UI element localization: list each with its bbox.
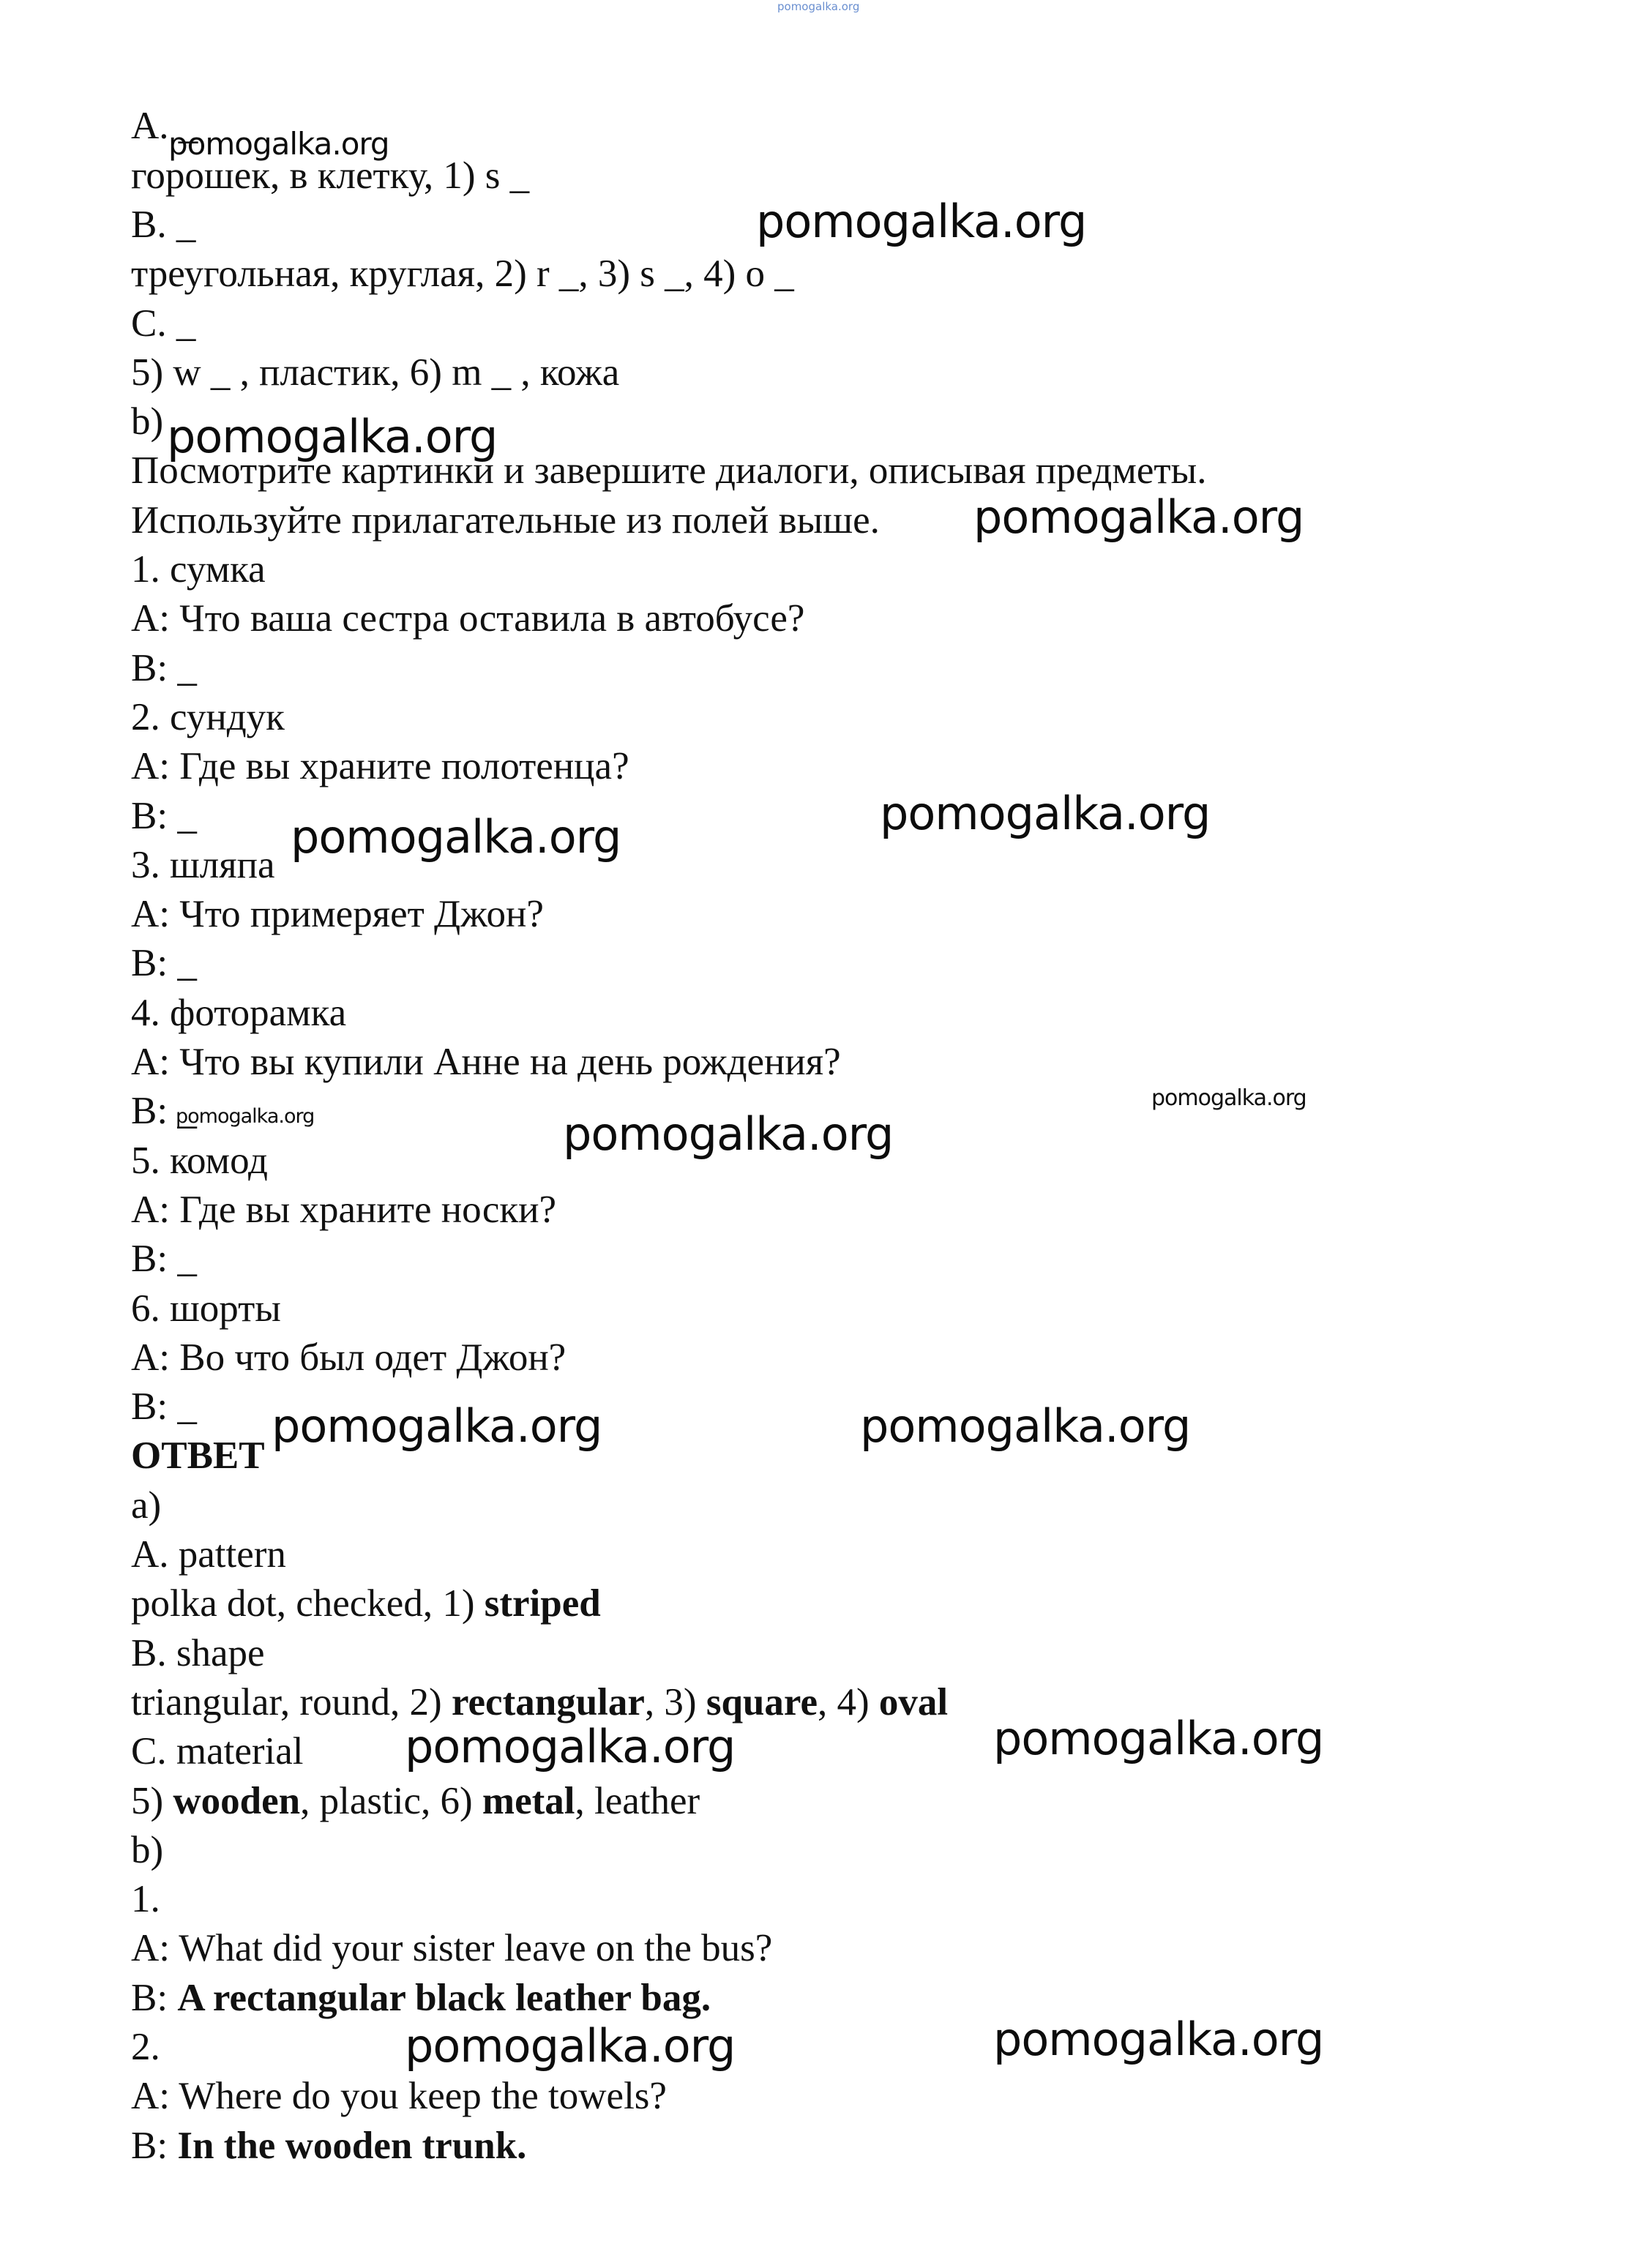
watermark: pomogalka.org bbox=[973, 490, 1304, 544]
dialog-2-answer: B: In the wooden trunk. bbox=[131, 2125, 527, 2167]
item-question: A: Где вы храните полотенца? bbox=[131, 745, 629, 787]
answer-part-a: a) bbox=[131, 1484, 162, 1527]
answer-a-label: A. pattern bbox=[131, 1533, 286, 1576]
item-question: A: Что вы купили Анне на день рождения? bbox=[131, 1041, 841, 1083]
item-title: 5. комод bbox=[131, 1139, 269, 1182]
dialog-2-number: 2. bbox=[131, 2026, 160, 2068]
item-title: 1. сумка bbox=[131, 548, 266, 591]
task-instruction-1: Посмотрите картинки и завершите диалоги, описывая предметы. bbox=[131, 449, 1207, 492]
watermark: pomogalka.org bbox=[167, 410, 498, 463]
watermark: pomogalka.org bbox=[176, 1105, 315, 1128]
watermark: pomogalka.org bbox=[860, 1399, 1191, 1453]
answer-a-line: polka dot, checked, 1) striped bbox=[131, 1582, 601, 1625]
item-question: A: Во что был одет Джон? bbox=[131, 1336, 567, 1379]
task-c-line: 5) w _ , пластик, 6) m _ , кожа bbox=[131, 351, 620, 394]
answer-b-line: triangular, round, 2) rectangular, 3) square, 4) oval bbox=[131, 1681, 949, 1724]
item-title: 3. шляпа bbox=[131, 844, 275, 886]
answer-heading: ОТВЕТ bbox=[131, 1434, 265, 1477]
task-instruction-2: Используйте прилагательные из полей выше. bbox=[131, 499, 880, 542]
item-answer: B: _ bbox=[131, 942, 197, 984]
answer-b-label: B. shape bbox=[131, 1632, 265, 1674]
item-answer: B: _ bbox=[131, 1385, 197, 1428]
watermark: pomogalka.org bbox=[756, 195, 1087, 248]
watermark: pomogalka.org bbox=[168, 126, 389, 162]
watermark: pomogalka.org bbox=[405, 2019, 736, 2073]
task-part-b: b) bbox=[131, 400, 164, 443]
dialog-1-answer: B: A rectangular black leather bag. bbox=[131, 1977, 711, 2019]
item-question: A: Что примеряет Джон? bbox=[131, 893, 544, 935]
answer-c-label: C. material bbox=[131, 1730, 304, 1773]
item-answer: B: _ bbox=[131, 647, 197, 689]
watermark: pomogalka.org bbox=[1151, 1085, 1306, 1111]
watermark: pomogalka.org bbox=[405, 1720, 736, 1773]
dialog-1-number: 1. bbox=[131, 1878, 160, 1920]
task-a-label: A. _ bbox=[131, 105, 198, 147]
task-c-label: C. _ bbox=[131, 302, 196, 345]
task-b-line: треугольная, круглая, 2) r _, 3) s _, 4) o _ bbox=[131, 252, 794, 295]
task-a-line: горошек, в клетку, 1) s _ bbox=[131, 154, 530, 197]
task-b-label: B. _ bbox=[131, 203, 196, 246]
watermark: pomogalka.org bbox=[993, 1712, 1324, 1765]
site-link[interactable]: pomogalka.org bbox=[777, 0, 860, 13]
watermark: pomogalka.org bbox=[272, 1399, 602, 1453]
answer-c-line: 5) wooden, plastic, 6) metal, leather bbox=[131, 1780, 700, 1822]
item-title: 2. сундук bbox=[131, 696, 285, 738]
answer-part-b: b) bbox=[131, 1829, 164, 1871]
item-answer: B: _ bbox=[131, 795, 197, 837]
item-title: 4. фоторамка bbox=[131, 992, 347, 1034]
dialog-1-question: A: What did your sister leave on the bus? bbox=[131, 1927, 773, 1969]
item-answer: B: _ bbox=[131, 1090, 197, 1132]
item-question: A: Что ваша сестра оставила в автобусе? bbox=[131, 597, 805, 640]
watermark: pomogalka.org bbox=[291, 810, 621, 864]
watermark: pomogalka.org bbox=[880, 787, 1211, 840]
item-answer: B: _ bbox=[131, 1238, 197, 1280]
dialog-2-question: A: Where do you keep the towels? bbox=[131, 2075, 667, 2117]
watermark: pomogalka.org bbox=[563, 1107, 894, 1161]
item-title: 6. шорты bbox=[131, 1287, 281, 1330]
watermark: pomogalka.org bbox=[993, 2013, 1324, 2066]
item-question: A: Где вы храните носки? bbox=[131, 1189, 557, 1231]
